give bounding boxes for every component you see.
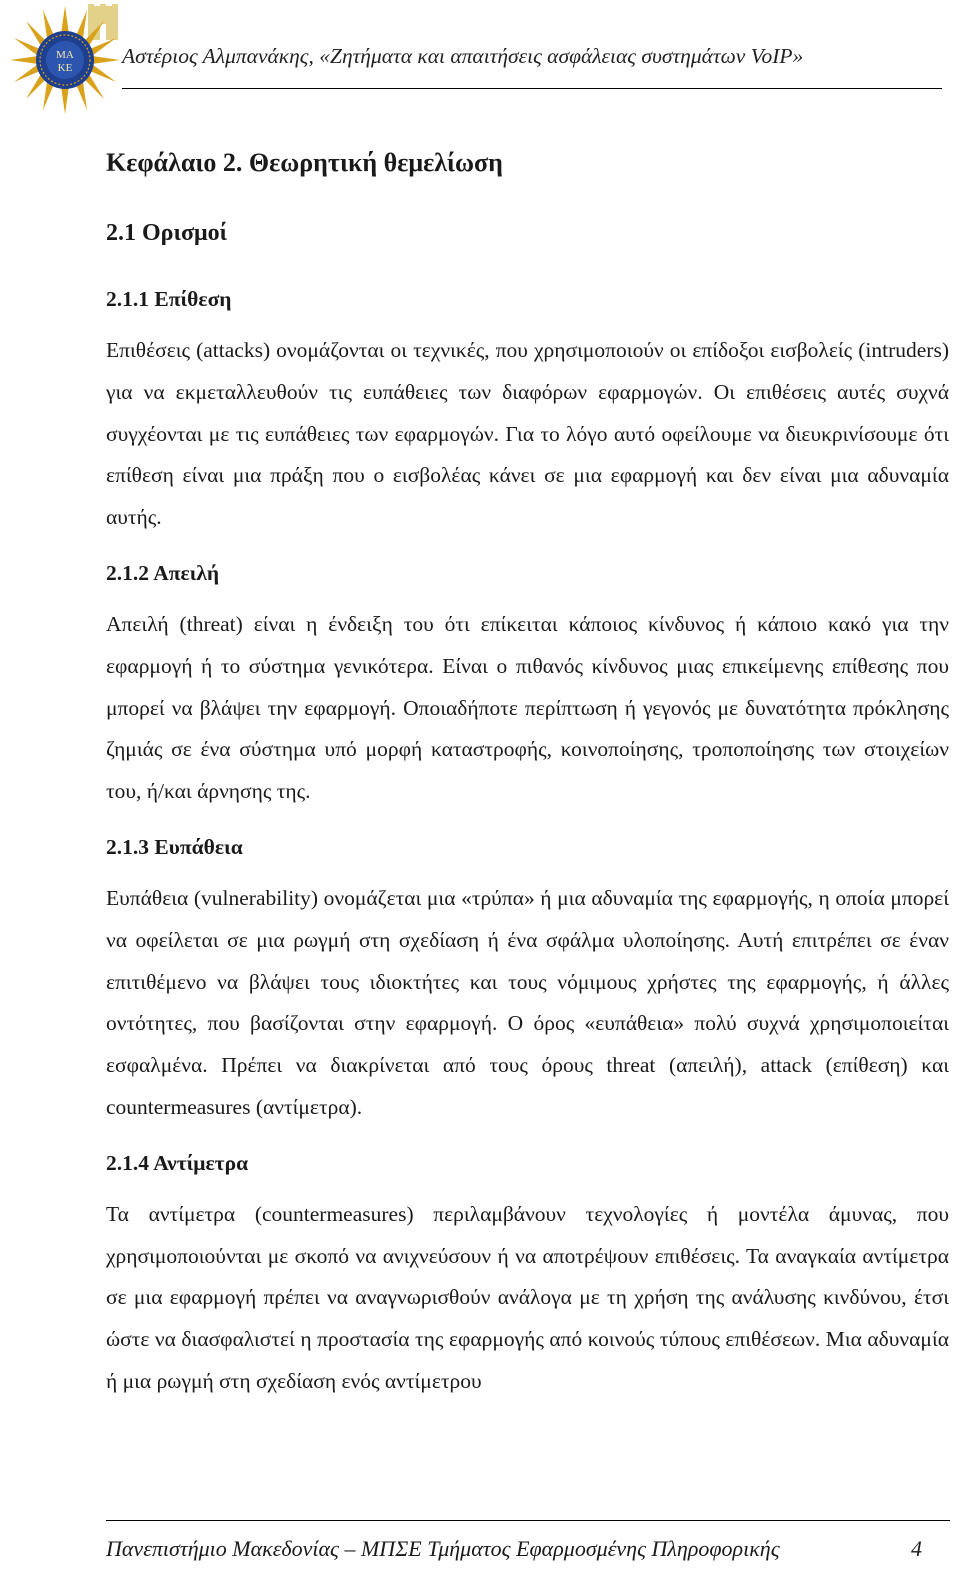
page-header bbox=[0, 0, 960, 120]
page-number: 4 bbox=[911, 1536, 922, 1561]
logo-text-bottom: ΚΕ bbox=[57, 62, 73, 74]
page-footer bbox=[0, 1520, 960, 1574]
paragraph-vulnerability: Ευπάθεια (vulnerability) ονομάζεται μια «τρύπα» ή μια αδυναμία της εφαρμογής, η οποία μπορεί να οφείλεται σε μια ρωγμή στη σχεδίαση ή ένα σφάλμα υλοποίησης. Αυτή επιτρέπει σε έναν επιτιθέμενο να βλάψει τους ιδιοκτήτες και τους νόμιμους χρήστες της εφαρμογής, ή άλλες οντότητες, που βασίζονται στην εφαρμογή. Ο όρος «ευπάθεια» πολύ συχνά χρησιμοποιείται εσφαλμένα. Πρέπει να διακρίνεται από τους όρους threat (απειλή), attack (επίθεση) και countermeasures (αντίμετρα). bbox=[106, 885, 949, 1119]
subsection-title-attack: 2.1.1 Επίθεση bbox=[106, 287, 232, 311]
paragraph-attack: Επιθέσεις (attacks) ονομάζονται οι τεχνικές, που χρησιμοποιούν οι επίδοξοι εισβολείς (intruders) για να εκμεταλλευθούν τις ευπάθειες των διαφόρων εφαρμογών. Οι επιθέσεις αυτές συχνά συγχέονται με τις ευπάθειες των εφαρμογών. Για το λόγο αυτό οφείλουμε να διευκρινίσουμε ότι επίθεση είναι μια πράξη που ο εισβολέας κάνει σε μια εφαρμογή και δεν είναι μια αδυναμία αυτής. bbox=[106, 338, 949, 530]
header-divider bbox=[122, 88, 942, 89]
subsection-title-vulnerability: 2.1.3 Ευπάθεια bbox=[106, 834, 243, 859]
paragraph-threat: Απειλή (threat) είναι η ένδειξη του ότι επίκειται κάποιος κίνδυνος ή κάποιο κακό για την εφαρμογή ή το σύστημα γενικότερα. Είναι ο πιθανός κίνδυνος μιας επικείμενης επίθεσης που μπορεί να βλάψει την εφαρμογή. Οποιαδήποτε περίπτωση ή γεγονός με δυνατότητα πρόκλησης ζημιάς σε ένα σύστημα υπό μορφή καταστροφής, κοινοποίησης, τροποποίησης των στοιχείων του, ή/και άρνησης της. bbox=[106, 611, 949, 804]
running-title: Αστέριος Αλμπανάκης, «Ζητήματα και απαιτήσεις ασφάλειας συστημάτων VoIP» bbox=[122, 44, 804, 68]
logo-text-top: ΜΑ bbox=[56, 49, 74, 61]
subsection-title-countermeasures: 2.1.4 Αντίμετρα bbox=[106, 1150, 249, 1175]
paragraph-countermeasures: Τα αντίμετρα (countermeasures) περιλαμβάνουν τεχνολογίες ή μοντέλα άμυνας, που χρησιμοποιούνται με σκοπό να ανιχνεύσουν ή να αποτρέψουν επιθέσεις. Τα αναγκαία αντίμετρα σε μια εφαρμογή πρέπει να αναγνωρισθούν ανάλογα με τη χρήση της ανάλυσης κινδύνου, έτσι ώστε να διασφαλιστεί η προστασία της εφαρμογής από κοινούς τύπους επιθέσεων. Μια αδυναμία ή μια ρωγμή στη σχεδίαση ενός αντίμετρου bbox=[106, 1201, 949, 1393]
chapter-title: Κεφάλαιο 2. Θεωρητική θεμελίωση bbox=[106, 148, 503, 177]
university-seal-logo bbox=[8, 4, 122, 116]
footer-divider bbox=[106, 1520, 950, 1521]
section-title: 2.1 Ορισμοί bbox=[106, 220, 228, 246]
subsection-title-threat: 2.1.2 Απειλή bbox=[106, 560, 220, 585]
footer-institution: Πανεπιστήμιο Μακεδονίας – ΜΠΣΕ Τμήματος Εφαρμοσμένης Πληροφορικής bbox=[106, 1536, 780, 1561]
document-body bbox=[106, 143, 949, 1403]
